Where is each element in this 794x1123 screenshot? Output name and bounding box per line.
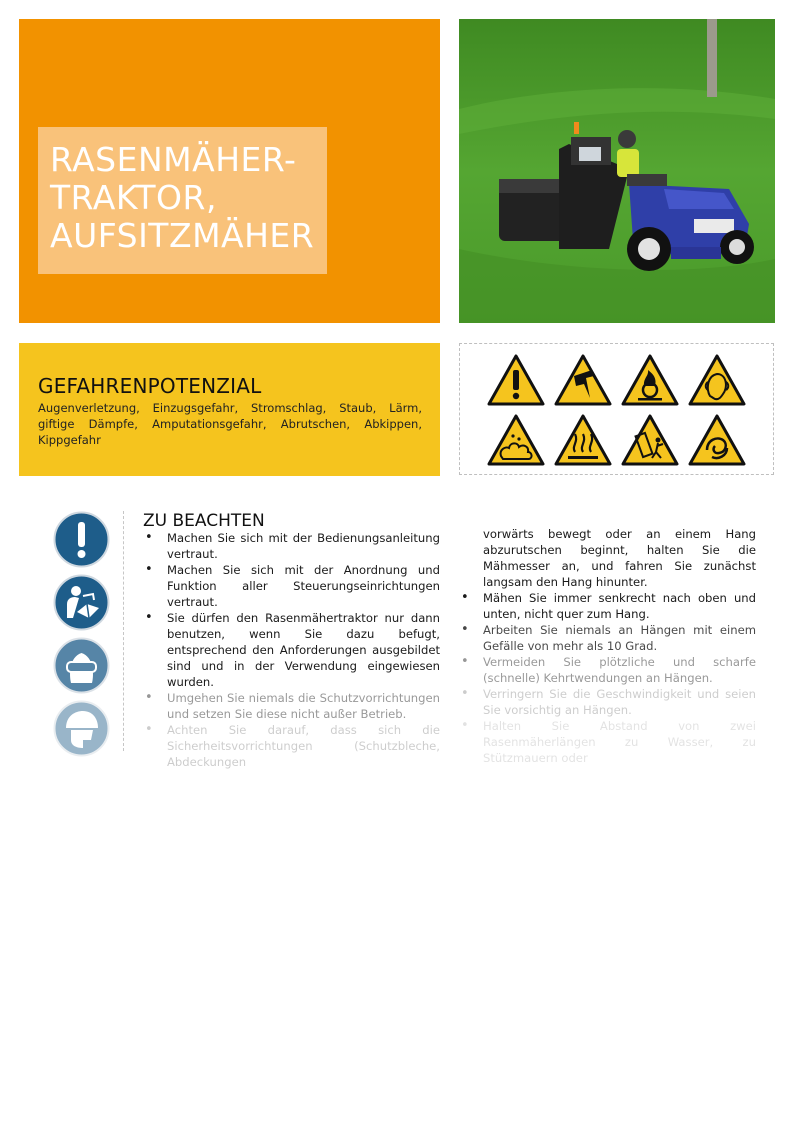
- list-item: • Mähen Sie immer senkrecht nach oben und unten, nicht quer zum Hang.: [459, 590, 756, 622]
- title-box: [38, 127, 327, 274]
- list-item: • Arbeiten Sie niemals an Hängen mit einem Gefälle von mehr als 10 Grad.: [459, 622, 756, 654]
- list-item-continuation: vorwärts bewegt oder an einem Hang abzurutschen beginnt, halten Sie die Mähmesser an, und fahren Sie zunächst langsam den Hang hinunter.: [483, 527, 756, 589]
- toxic-oxidizing-warning-icon: [621, 354, 679, 406]
- list-item: • Achten Sie darauf, dass sich die Sicherheitsvorrichtungen (Schutzbleche, Abdeckungen: [143, 722, 440, 770]
- head-protection-icon: [53, 700, 110, 757]
- notes-heading: ZU BEACHTEN: [143, 511, 265, 531]
- mandatory-general-icon: [53, 511, 110, 568]
- list-item: • Umgehen Sie niemals die Schutzvorrichtungen und setzen Sie diese nicht außer Betrieb.: [143, 690, 440, 722]
- read-manual-icon: [53, 574, 110, 631]
- column-divider: [123, 511, 124, 751]
- hot-surface-warning-icon: [554, 414, 612, 466]
- tipping-warning-icon: [621, 414, 679, 466]
- list-item: • Vermeiden Sie plötzliche und scharfe (schnelle) Kehrtwendungen an Hängen.: [459, 654, 756, 686]
- warning-signs-panel: [459, 343, 774, 475]
- notes-left-column: [143, 530, 440, 769]
- hazard-heading: GEFAHRENPOTENZIAL: [38, 374, 262, 398]
- general-warning-icon: [487, 354, 545, 406]
- eye-protection-icon: [53, 637, 110, 694]
- list-item: • Machen Sie sich mit der Bedienungsanleitung vertraut.: [143, 530, 440, 562]
- hazard-block: [19, 343, 440, 476]
- electricity-warning-icon: [554, 354, 612, 406]
- notes-right-column: [459, 526, 756, 765]
- rotating-parts-warning-icon: [688, 414, 746, 466]
- noise-warning-icon: [688, 354, 746, 406]
- page-title: RASENMÄHER- TRAKTOR, AUFSITZMÄHER: [50, 140, 315, 255]
- list-item: • Halten Sie Abstand von zwei Rasenmäherlängen zu Wasser, zu Stützmauern oder: [459, 718, 756, 766]
- list-item: • Sie dürfen den Rasenmähertraktor nur dann benutzen, wenn Sie dazu befugt, entsprechend den Anforderungen ausgebildet sind und in der Verwendung eingewiesen wurden.: [143, 610, 440, 690]
- dust-warning-icon: [487, 414, 545, 466]
- list-item: • Verringern Sie die Geschwindigkeit und seien Sie vorsichtig an Hängen.: [459, 686, 756, 718]
- mower-photo: [459, 19, 775, 323]
- hazard-text: Augenverletzung, Einzugsgefahr, Stromschlag, Staub, Lärm, giftige Dämpfe, Amputationsgefahr, Abrutschen, Abkippen, Kippgefahr: [38, 401, 422, 447]
- list-item: • Machen Sie sich mit der Anordnung und Funktion aller Steuerungseinrichtungen vertraut.: [143, 562, 440, 610]
